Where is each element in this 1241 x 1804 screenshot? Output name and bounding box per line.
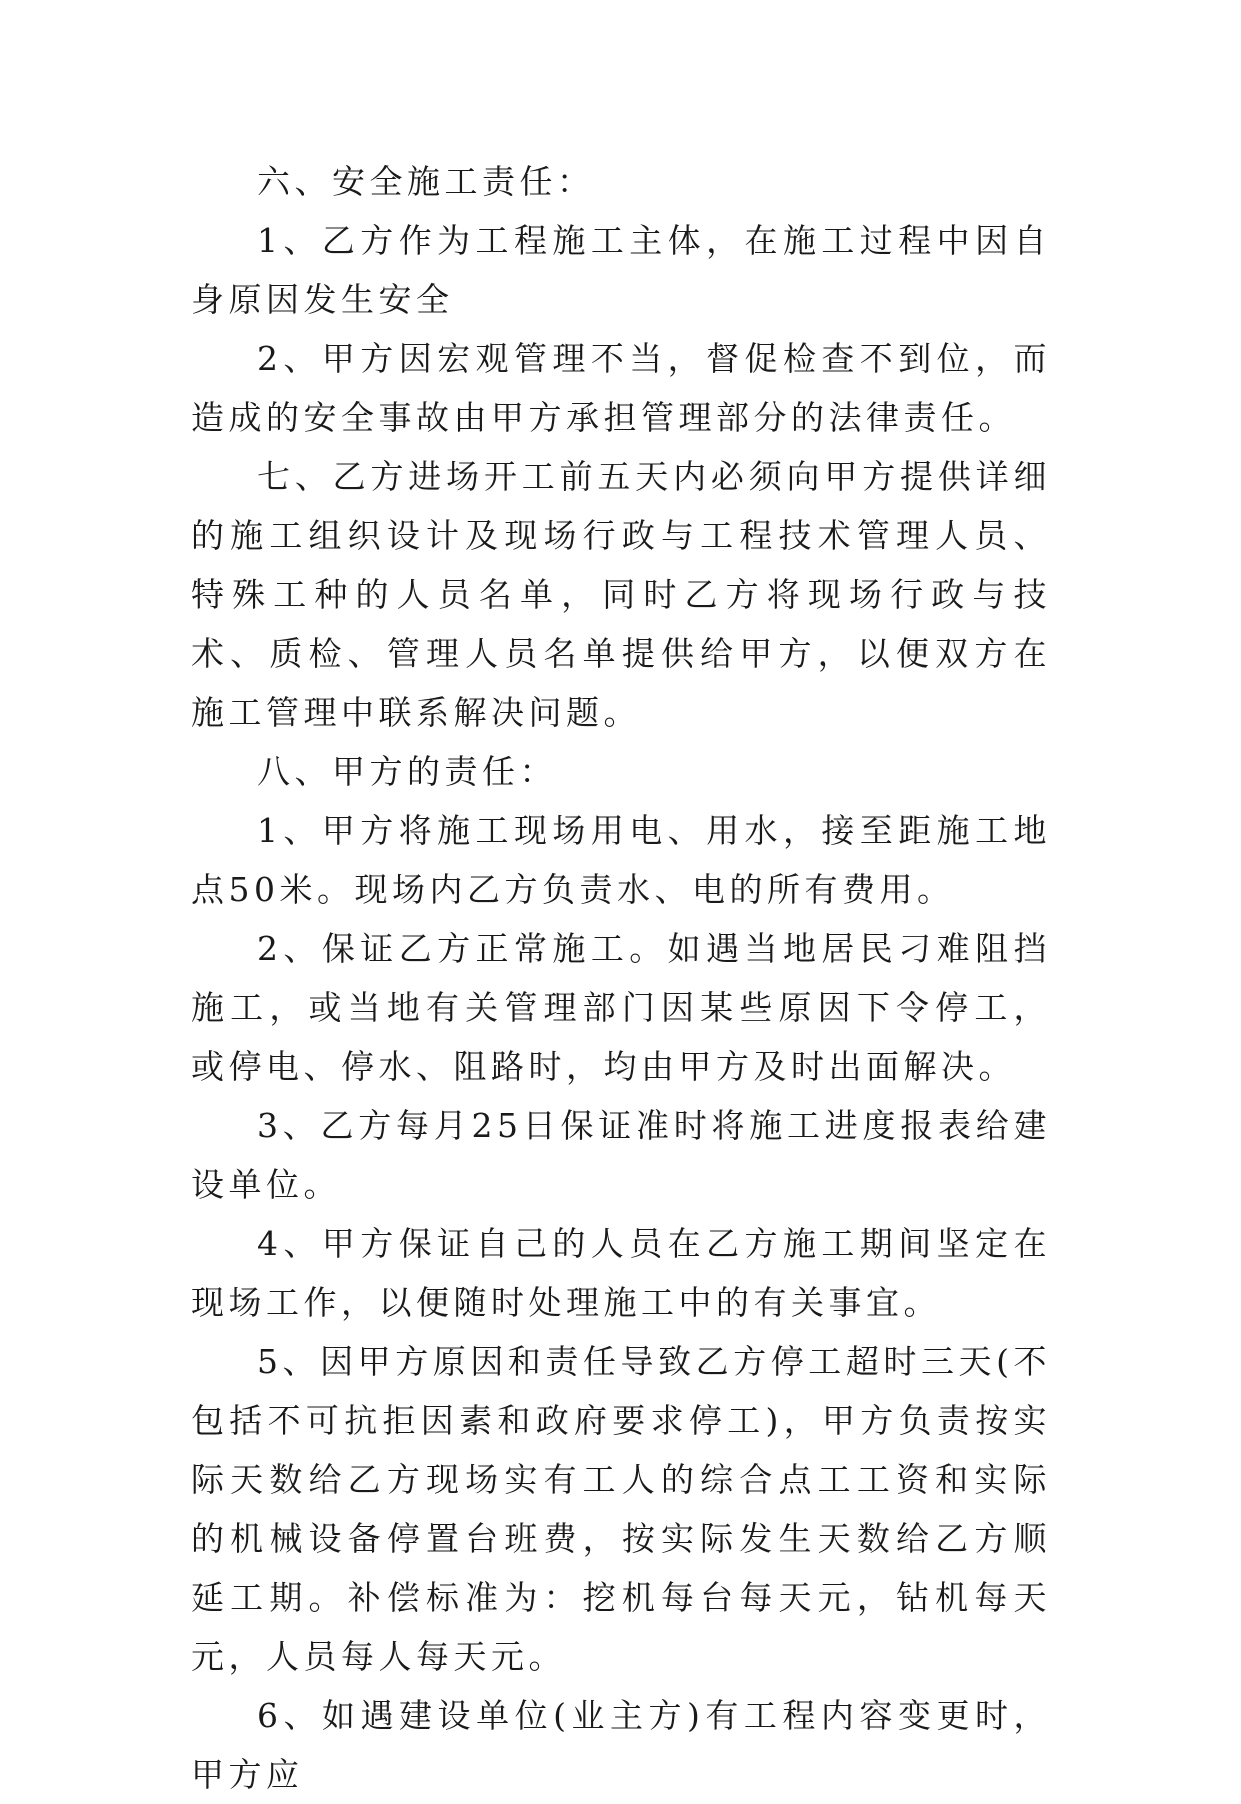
paragraph-section-seven: 七、乙方进场开工前五天内必须向甲方提供详细的施工组织设计及现场行政与工程技术管理人员、特殊工种的人员名单，同时乙方将现场行政与技术、质检、管理人员名单提供给甲方，以便双方在施工管理中联系解决问题。 — [191, 457, 1051, 732]
paragraph-duty-item-2: 2、保证乙方正常施工。如遇当地居民刁难阻挡施工，或当地有关管理部门因某些原因下令停工，或停电、停水、阻路时，均由甲方及时出面解决。 — [191, 929, 1051, 1086]
paragraph-duty-item-5: 5、因甲方原因和责任导致乙方停工超时三天(不包括不可抗拒因素和政府要求停工)，甲方负责按实际天数给乙方现场实有工人的综合点工工资和实际的机械设备停置台班费，按实际发生天数给乙方顺延工期。补偿标准为：挖机每台每天元，钻机每天元，人员每人每天元。 — [191, 1342, 1051, 1676]
paragraph-safety-item-1: 1、乙方作为工程施工主体，在施工过程中因自身原因发生安全 — [191, 221, 1051, 319]
section-heading-safety: 六、安全施工责任： — [257, 162, 595, 201]
section-heading-party-a-duty: 八、甲方的责任： — [257, 752, 557, 791]
paragraph-duty-item-1: 1、甲方将施工现场用电、用水，接至距施工地点50米。现场内乙方负责水、电的所有费用。 — [191, 811, 1051, 909]
paragraph-duty-item-3: 3、乙方每月25日保证准时将施工进度报表给建设单位。 — [191, 1106, 1051, 1204]
document-body — [191, 152, 1051, 1804]
paragraph-duty-item-6: 6、如遇建设单位(业主方)有工程内容变更时，甲方应 — [191, 1696, 1051, 1794]
paragraph-duty-item-4: 4、甲方保证自己的人员在乙方施工期间坚定在现场工作，以便随时处理施工中的有关事宜。 — [191, 1224, 1051, 1322]
paragraph-safety-item-2: 2、甲方因宏观管理不当，督促检查不到位，而造成的安全事故由甲方承担管理部分的法律责任。 — [191, 339, 1051, 437]
